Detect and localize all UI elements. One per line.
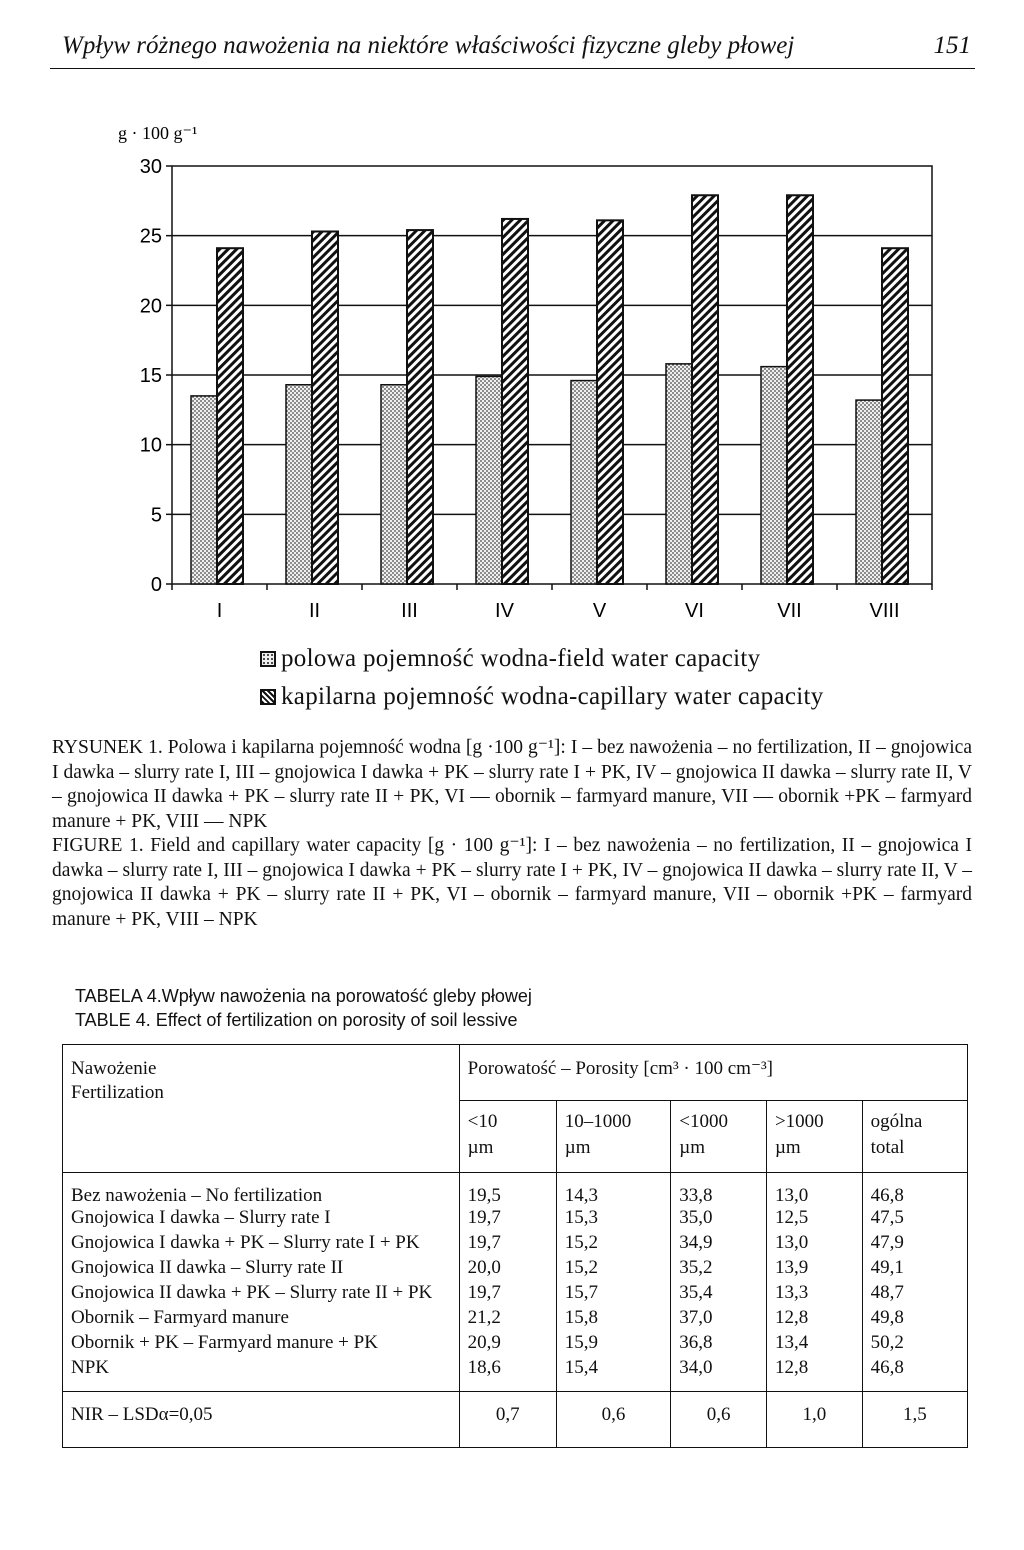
x-tick-label: V xyxy=(592,600,607,622)
table-title-pl: TABELA 4.Wpływ nawożenia na porowatość gleby płowej xyxy=(75,986,532,1006)
lsd-value: 1,0 xyxy=(766,1392,862,1448)
bar-field-capacity xyxy=(381,385,407,584)
cell-value: 12,8 xyxy=(766,1357,862,1392)
lsd-label: NIR – LSDα=0,05 xyxy=(63,1392,460,1448)
caption-polish: RYSUNEK 1. Polowa i kapilarna pojemność wodna [g ·100 g⁻¹]: I – bez nawożenia – no fertilization, II – gnojowica I dawka – slurry rate I, III – gnojowica I dawka + PK – slurry rate I + PK, IV – gnojowica II dawka – slurry rate II, V – gnojowica II dawka + PK – slurry rate II + PK, VI –– obornik – farmyard manure, VII –– obornik +PK – farmyard manure + PK, VIII –– NPK xyxy=(52,737,972,832)
bar-field-capacity xyxy=(761,367,787,584)
table-row xyxy=(63,1232,968,1257)
y-axis-label: g · 100 g⁻¹ xyxy=(118,123,198,143)
cell-value: 48,7 xyxy=(862,1282,967,1307)
table-title-en: TABLE 4. Effect of fertilization on porosity of soil lessive xyxy=(75,1010,518,1030)
cell-value: 49,1 xyxy=(862,1257,967,1282)
x-tick-label: I xyxy=(216,600,223,622)
cell-value: 12,8 xyxy=(766,1307,862,1332)
cell-value: 35,4 xyxy=(671,1282,767,1307)
cell-value: 13,0 xyxy=(766,1173,862,1208)
bar-capillary-capacity xyxy=(882,248,908,584)
hatch-swatch-icon xyxy=(260,689,276,705)
chart-legend xyxy=(260,640,824,716)
bar-capillary-capacity xyxy=(692,195,718,584)
page-number: 151 xyxy=(933,32,971,59)
figure-caption xyxy=(52,736,972,932)
bar-field-capacity xyxy=(286,385,312,584)
cell-value: 35,0 xyxy=(671,1207,767,1232)
legend-label-capillary: kapilarna pojemność wodna-capillary water capacity xyxy=(281,683,824,710)
cell-value: 15,2 xyxy=(556,1257,670,1282)
table-header-row xyxy=(63,1045,968,1101)
cell-value: 15,8 xyxy=(556,1307,670,1332)
row-label: Obornik – Farmyard manure xyxy=(63,1307,460,1332)
table-body xyxy=(63,1173,968,1392)
cell-value: 34,9 xyxy=(671,1232,767,1257)
bar-field-capacity xyxy=(856,400,882,584)
table-row xyxy=(63,1207,968,1232)
cell-value: 49,8 xyxy=(862,1307,967,1332)
cell-value: 36,8 xyxy=(671,1332,767,1357)
row-label: Gnojowica I dawka – Slurry rate I xyxy=(63,1207,460,1232)
table-row xyxy=(63,1282,968,1307)
cell-value: 15,9 xyxy=(556,1332,670,1357)
x-tick-label: VI xyxy=(685,600,704,622)
cell-value: 20,0 xyxy=(467,1257,501,1278)
lsd-value: 1,5 xyxy=(862,1392,967,1448)
column-header: 10–1000 µm xyxy=(556,1101,670,1173)
header-title: Wpływ różnego nawożenia na niektóre właściwości fizyczne gleby płowej xyxy=(62,32,795,59)
bar-capillary-capacity xyxy=(407,230,433,584)
cell-value: 21,2 xyxy=(467,1307,501,1328)
cell-value: 19,7 xyxy=(467,1207,501,1228)
x-tick-label: VII xyxy=(777,600,802,622)
cell-value: 15,7 xyxy=(556,1282,670,1307)
cell-value: 47,9 xyxy=(862,1232,967,1257)
row-label: Gnojowica II dawka + PK – Slurry rate II + PK xyxy=(63,1282,460,1307)
bar-capillary-capacity xyxy=(217,248,243,584)
cell-value: 37,0 xyxy=(671,1307,767,1332)
cell-value: 19,7 xyxy=(467,1282,501,1303)
lsd-value: 0,7 xyxy=(459,1392,556,1448)
legend-item-field xyxy=(260,640,824,678)
cell-value: 13,0 xyxy=(766,1232,862,1257)
column-header: <10 µm xyxy=(459,1101,556,1173)
fertilization-header-cell xyxy=(63,1045,460,1173)
cell-value: 15,3 xyxy=(556,1207,670,1232)
cell-value: 15,4 xyxy=(556,1357,670,1392)
row-label: Bez nawożenia – No fertilization xyxy=(63,1173,460,1208)
cell-value: 34,0 xyxy=(671,1357,767,1392)
dots-swatch-icon xyxy=(260,651,276,667)
y-tick-label: 10 xyxy=(139,434,162,457)
table-row xyxy=(63,1332,968,1357)
bar-chart xyxy=(0,0,1024,640)
x-tick-label: III xyxy=(401,600,418,622)
cell-value: 20,9 xyxy=(467,1332,501,1353)
y-tick-label: 0 xyxy=(150,574,162,596)
porosity-header-cell: Porowatość – Porosity [cm³ · 100 cm⁻³] xyxy=(459,1045,967,1101)
cell-value: 12,5 xyxy=(766,1207,862,1232)
cell-value: 47,5 xyxy=(862,1207,967,1232)
bar-field-capacity xyxy=(666,364,692,584)
cell-value: 13,4 xyxy=(766,1332,862,1357)
cell-value: 33,8 xyxy=(671,1173,767,1208)
fertilization-head-pl: Nawożenie xyxy=(71,1058,157,1079)
cell-value: 46,8 xyxy=(862,1173,967,1208)
y-tick-label: 25 xyxy=(139,225,162,248)
row-label: Obornik + PK – Farmyard manure + PK xyxy=(63,1332,460,1357)
row-label: Gnojowica II dawka – Slurry rate II xyxy=(63,1257,460,1282)
cell-value: 13,3 xyxy=(766,1282,862,1307)
y-tick-label: 20 xyxy=(139,295,162,318)
cell-value: 46,8 xyxy=(862,1357,967,1392)
bar-field-capacity xyxy=(191,396,217,584)
bar-field-capacity xyxy=(476,376,502,584)
bar-capillary-capacity xyxy=(312,231,338,584)
table-row xyxy=(63,1257,968,1282)
bar-capillary-capacity xyxy=(597,220,623,584)
column-header: >1000 µm xyxy=(766,1101,862,1173)
caption-english: FIGURE 1. Field and capillary water capacity [g · 100 g⁻¹]: I – bez nawożenia – no fertilization, II – gnojowica I dawka – slurry rate I, III – gnojowica I dawka + PK – slurry rate I + PK, IV – gnojowica II dawka – slurry rate II, V – gnojowica II dawka + PK – slurry rate II + PK, VI – obornik – farmyard manure, VII – obornik +PK – farmyard manure + PK, VIII – NPK xyxy=(52,835,972,930)
cell-value: 14,3 xyxy=(556,1173,670,1208)
table-row xyxy=(63,1173,968,1208)
lsd-row xyxy=(63,1392,968,1448)
cell-value: 19,7 xyxy=(467,1232,501,1253)
porosity-table xyxy=(62,1044,968,1448)
x-tick-label: II xyxy=(308,600,321,622)
cell-value: 35,2 xyxy=(671,1257,767,1282)
row-label: NPK xyxy=(63,1357,460,1392)
cell-value: 18,6 xyxy=(467,1357,501,1378)
bar-field-capacity xyxy=(571,381,597,584)
legend-item-capillary xyxy=(260,678,824,716)
lsd-value: 0,6 xyxy=(556,1392,670,1448)
y-tick-label: 30 xyxy=(139,156,162,178)
cell-value: 15,2 xyxy=(556,1232,670,1257)
table-row xyxy=(63,1307,968,1332)
table-row xyxy=(63,1357,968,1392)
lsd-value: 0,6 xyxy=(671,1392,767,1448)
fertilization-head-en: Fertilization xyxy=(71,1082,164,1103)
x-tick-label: VIII xyxy=(869,600,900,622)
column-header: ogólna total xyxy=(862,1101,967,1173)
column-header: <1000 µm xyxy=(671,1101,767,1173)
y-tick-label: 15 xyxy=(139,365,162,387)
cell-value: 13,9 xyxy=(766,1257,862,1282)
y-tick-label: 5 xyxy=(150,504,162,527)
cell-value: 50,2 xyxy=(862,1332,967,1357)
bar-capillary-capacity xyxy=(502,219,528,584)
legend-label-field: polowa pojemność wodna-field water capacity xyxy=(281,645,761,672)
bar-capillary-capacity xyxy=(787,195,813,584)
x-tick-label: IV xyxy=(495,600,514,622)
cell-value: 19,5 xyxy=(467,1185,501,1206)
row-label: Gnojowica I dawka + PK – Slurry rate I + PK xyxy=(63,1232,460,1257)
